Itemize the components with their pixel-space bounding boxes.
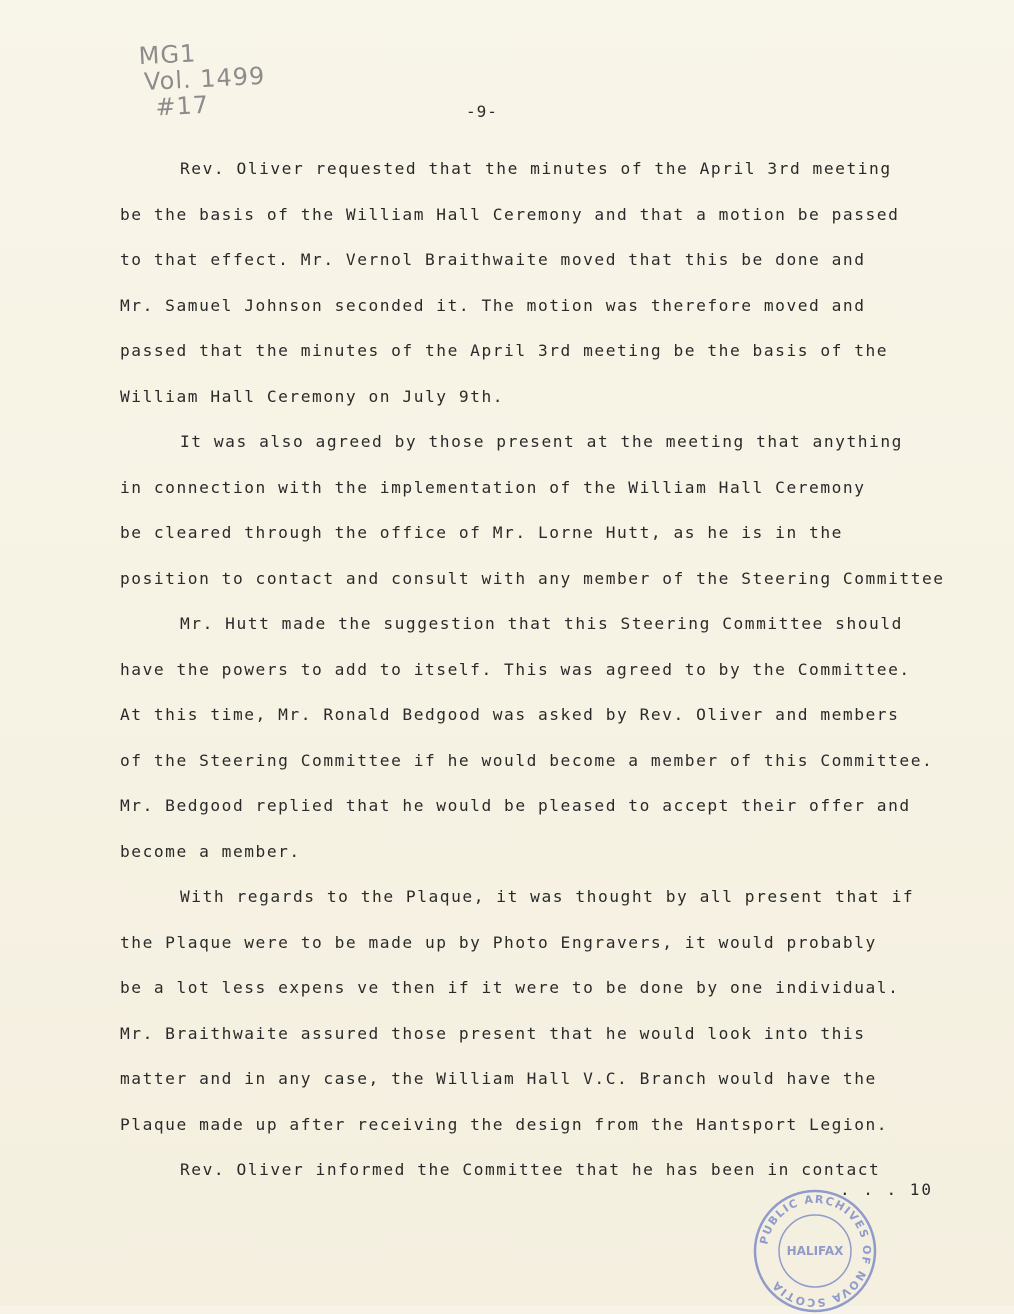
body-text — [120, 146, 1000, 1193]
page-number: -9- — [466, 102, 498, 121]
annotation-line-2: Vol. 1499 — [143, 61, 266, 97]
text-line: be cleared through the office of Mr. Lorne Hutt, as he is in the — [120, 523, 843, 542]
text-line: Rev. Oliver informed the Committee that he has been in contact — [180, 1160, 881, 1179]
text-line: to that effect. Mr. Vernol Braithwaite moved that this be done and — [120, 250, 866, 269]
pencil-annotation — [138, 37, 267, 121]
annotation-line-1: MG1 — [137, 39, 197, 71]
text-line: in connection with the implementation of the William Hall Ceremony — [120, 477, 866, 497]
text-line: With regards to the Plaque, it was thought by all present that if — [180, 887, 915, 906]
text-line: become a member. — [120, 841, 301, 861]
archive-stamp — [752, 1188, 878, 1314]
stamp-center-text: HALIFAX — [786, 1244, 844, 1258]
text-line: At this time, Mr. Ronald Bedgood was asked by Rev. Oliver and members — [120, 705, 900, 724]
text-line: be the basis of the William Hall Ceremony and that a motion be passed — [120, 204, 900, 224]
text-line: be a lot less expens ve then if it were to be done by one individual. — [120, 978, 900, 997]
text-line: the Plaque were to be made up by Photo Engravers, it would probably — [120, 932, 877, 952]
continuation-marker: . . . 10 — [840, 1180, 934, 1199]
text-line: of the Steering Committee if he would become a member of this Committee. — [120, 750, 934, 770]
text-line: matter and in any case, the William Hall V.C. Branch would have the — [120, 1069, 877, 1088]
text-line: have the powers to add to itself. This was agreed to by the Committee. — [120, 659, 911, 679]
text-line: position to contact and consult with any member of the Steering Committee — [120, 568, 945, 588]
text-line: William Hall Ceremony on July 9th. — [120, 386, 505, 406]
text-line: passed that the minutes of the April 3rd meeting be the basis of the — [120, 341, 889, 360]
text-line: Rev. Oliver requested that the minutes of the April 3rd meeting — [180, 159, 892, 178]
text-line: Mr. Bedgood replied that he would be pleased to accept their offer and — [120, 796, 911, 815]
text-line: Mr. Samuel Johnson seconded it. The motion was therefore moved and — [120, 295, 866, 315]
text-line: Mr. Braithwaite assured those present that he would look into this — [120, 1023, 866, 1043]
text-line: Mr. Hutt made the suggestion that this Steering Committee should — [180, 614, 903, 633]
text-line: It was also agreed by those present at the meeting that anything — [180, 432, 903, 451]
text-line: Plaque made up after receiving the design from the Hantsport Legion. — [120, 1114, 889, 1134]
annotation-line-3: #17 — [154, 90, 210, 122]
stamp-arc-text: PUBLIC ARCHIVES OF NOVA SCOTIA — [757, 1192, 874, 1310]
